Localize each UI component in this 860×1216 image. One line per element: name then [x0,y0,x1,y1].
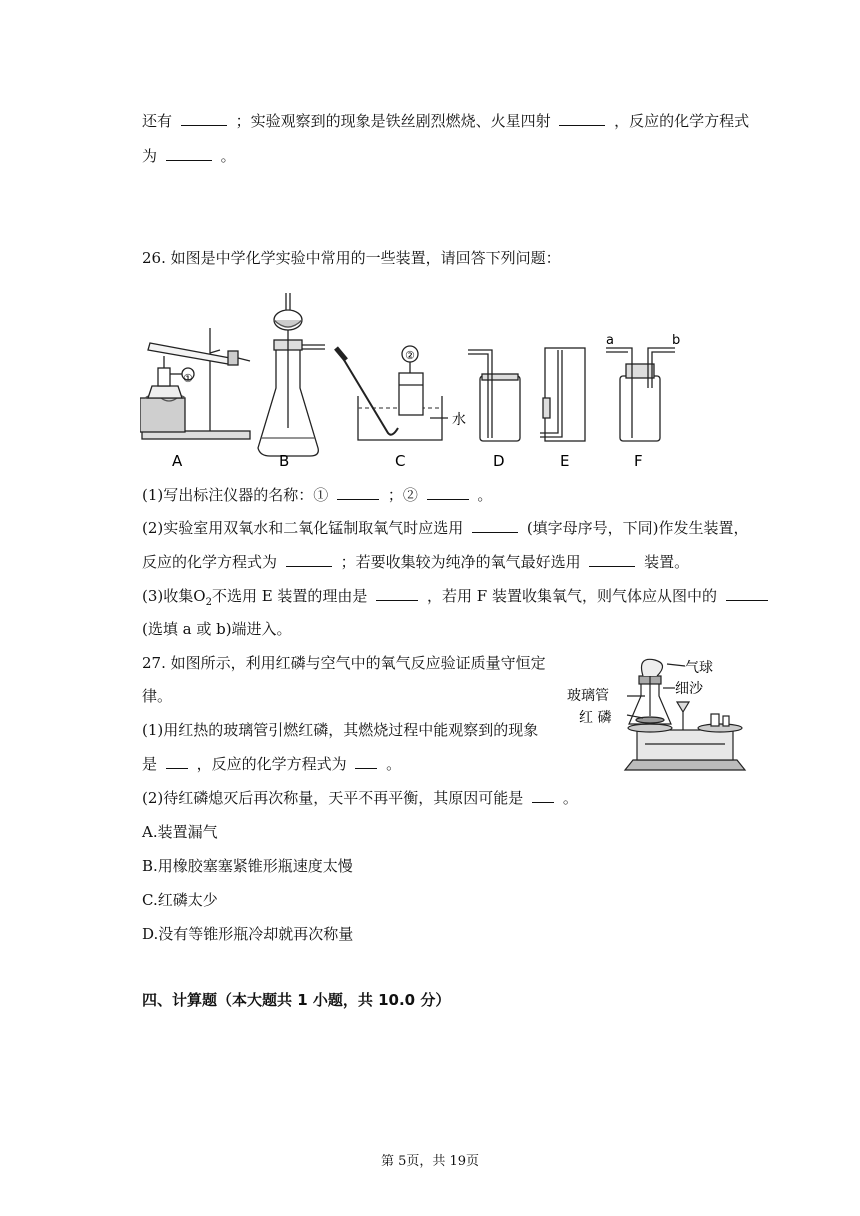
page-footer: 第 5页，共 19页 [380,1154,480,1169]
text: 不选用 E 装置的理由是 [211,587,368,605]
q26-part-3-line-1 [142,586,772,613]
text: ；② [387,486,418,504]
option-d[interactable]: D.没有等锥形瓶冷却就再次称量 [142,925,354,943]
text: ，反应的化学方程式 [614,112,750,130]
answer-blank[interactable] [166,146,212,161]
label-red-phosphorus: 红 磷 [579,710,612,726]
q26-part-2-line-2 [142,552,689,572]
figure-label-e: E [560,452,570,470]
q27-stem-1: 27. 如图所示，利用红磷与空气中的氧气反应验证质量守恒定 [142,654,546,672]
text: 是 [142,755,158,773]
answer-blank[interactable] [376,586,418,601]
section-heading: 四、计算题（本大题共 1 小题，共 10.0 分） [142,991,451,1009]
text: 为 [142,147,158,165]
text: (3)收集 [142,587,194,605]
q26-part-2-line-1 [142,518,749,538]
callout-water: 水 [452,412,466,428]
figure-label-a: A [172,452,183,470]
text: 。 [477,486,493,504]
answer-blank[interactable] [589,552,635,567]
q27-part-1-line-1: (1)用红热的玻璃管引燃红磷，其燃烧过程中能观察到的现象 [142,721,539,739]
label-sand: 细沙 [675,681,703,697]
q26-part-1 [142,485,492,505]
q27-balance-figure [565,652,755,782]
text: 。 [220,147,236,165]
text: 反应的化学方程式为 [142,553,278,571]
label-glass-tube: 玻璃管 [567,688,609,704]
q27-stem-2: 律。 [142,687,173,705]
text: ；实验观察到的现象是铁丝剧烈燃烧、火星四射 [235,112,551,130]
text: ，若用 F 装置收集氧气，则气体应从图中的 [427,587,717,605]
q26-part-3-line-2: (选填 a 或 b)端进入。 [142,620,292,638]
answer-blank[interactable] [181,111,227,126]
q25-line-2 [142,146,236,166]
q26-apparatus-figure [140,288,700,473]
text: (1)写出标注仪器的名称：① [142,486,329,504]
formula-o: O [193,587,206,605]
figure-label-d: D [493,452,505,470]
text: 。 [386,755,402,773]
option-a[interactable]: A.装置漏气 [142,823,218,841]
figure-label-b: B [279,452,290,470]
formula-subscript: 2 [205,597,212,608]
option-b[interactable]: B.用橡胶塞塞紧锥形瓶速度太慢 [142,857,353,875]
text: ；若要收集较为纯净的氧气最好选用 [340,553,581,571]
callout-1: ① [183,372,193,385]
text: 还有 [142,112,173,130]
answer-blank[interactable] [427,485,469,500]
text: (填字母序号，下同)作发生装置， [526,519,749,537]
figure-label-c: C [395,452,406,470]
answer-blank[interactable] [355,754,377,769]
q26-stem: 26. 如图是中学化学实验中常用的一些装置，请回答下列问题： [142,249,561,267]
text: (2)待红磷熄灭后再次称量，天平不再平衡，其原因可能是 [142,789,524,807]
answer-blank[interactable] [286,552,332,567]
q27-part-1-line-2 [142,754,401,774]
answer-blank[interactable] [726,586,768,601]
text: (2)实验室用双氧水和二氧化锰制取氧气时应选用 [142,519,464,537]
answer-blank[interactable] [472,518,518,533]
figure-label-f: F [634,452,643,470]
text: 装置。 [644,553,690,571]
option-c[interactable]: C.红磷太少 [142,891,218,909]
q27-part-2 [142,788,578,808]
label-balloon: 气球 [685,660,713,676]
answer-blank[interactable] [532,788,554,803]
answer-blank[interactable] [559,111,605,126]
text: ，反应的化学方程式为 [196,755,347,773]
callout-2: ② [405,349,415,362]
answer-blank[interactable] [337,485,379,500]
answer-blank[interactable] [166,754,188,769]
callout-a: a [606,333,614,348]
q25-line-1 [142,111,749,131]
callout-b: b [672,333,681,348]
text: 。 [562,789,578,807]
